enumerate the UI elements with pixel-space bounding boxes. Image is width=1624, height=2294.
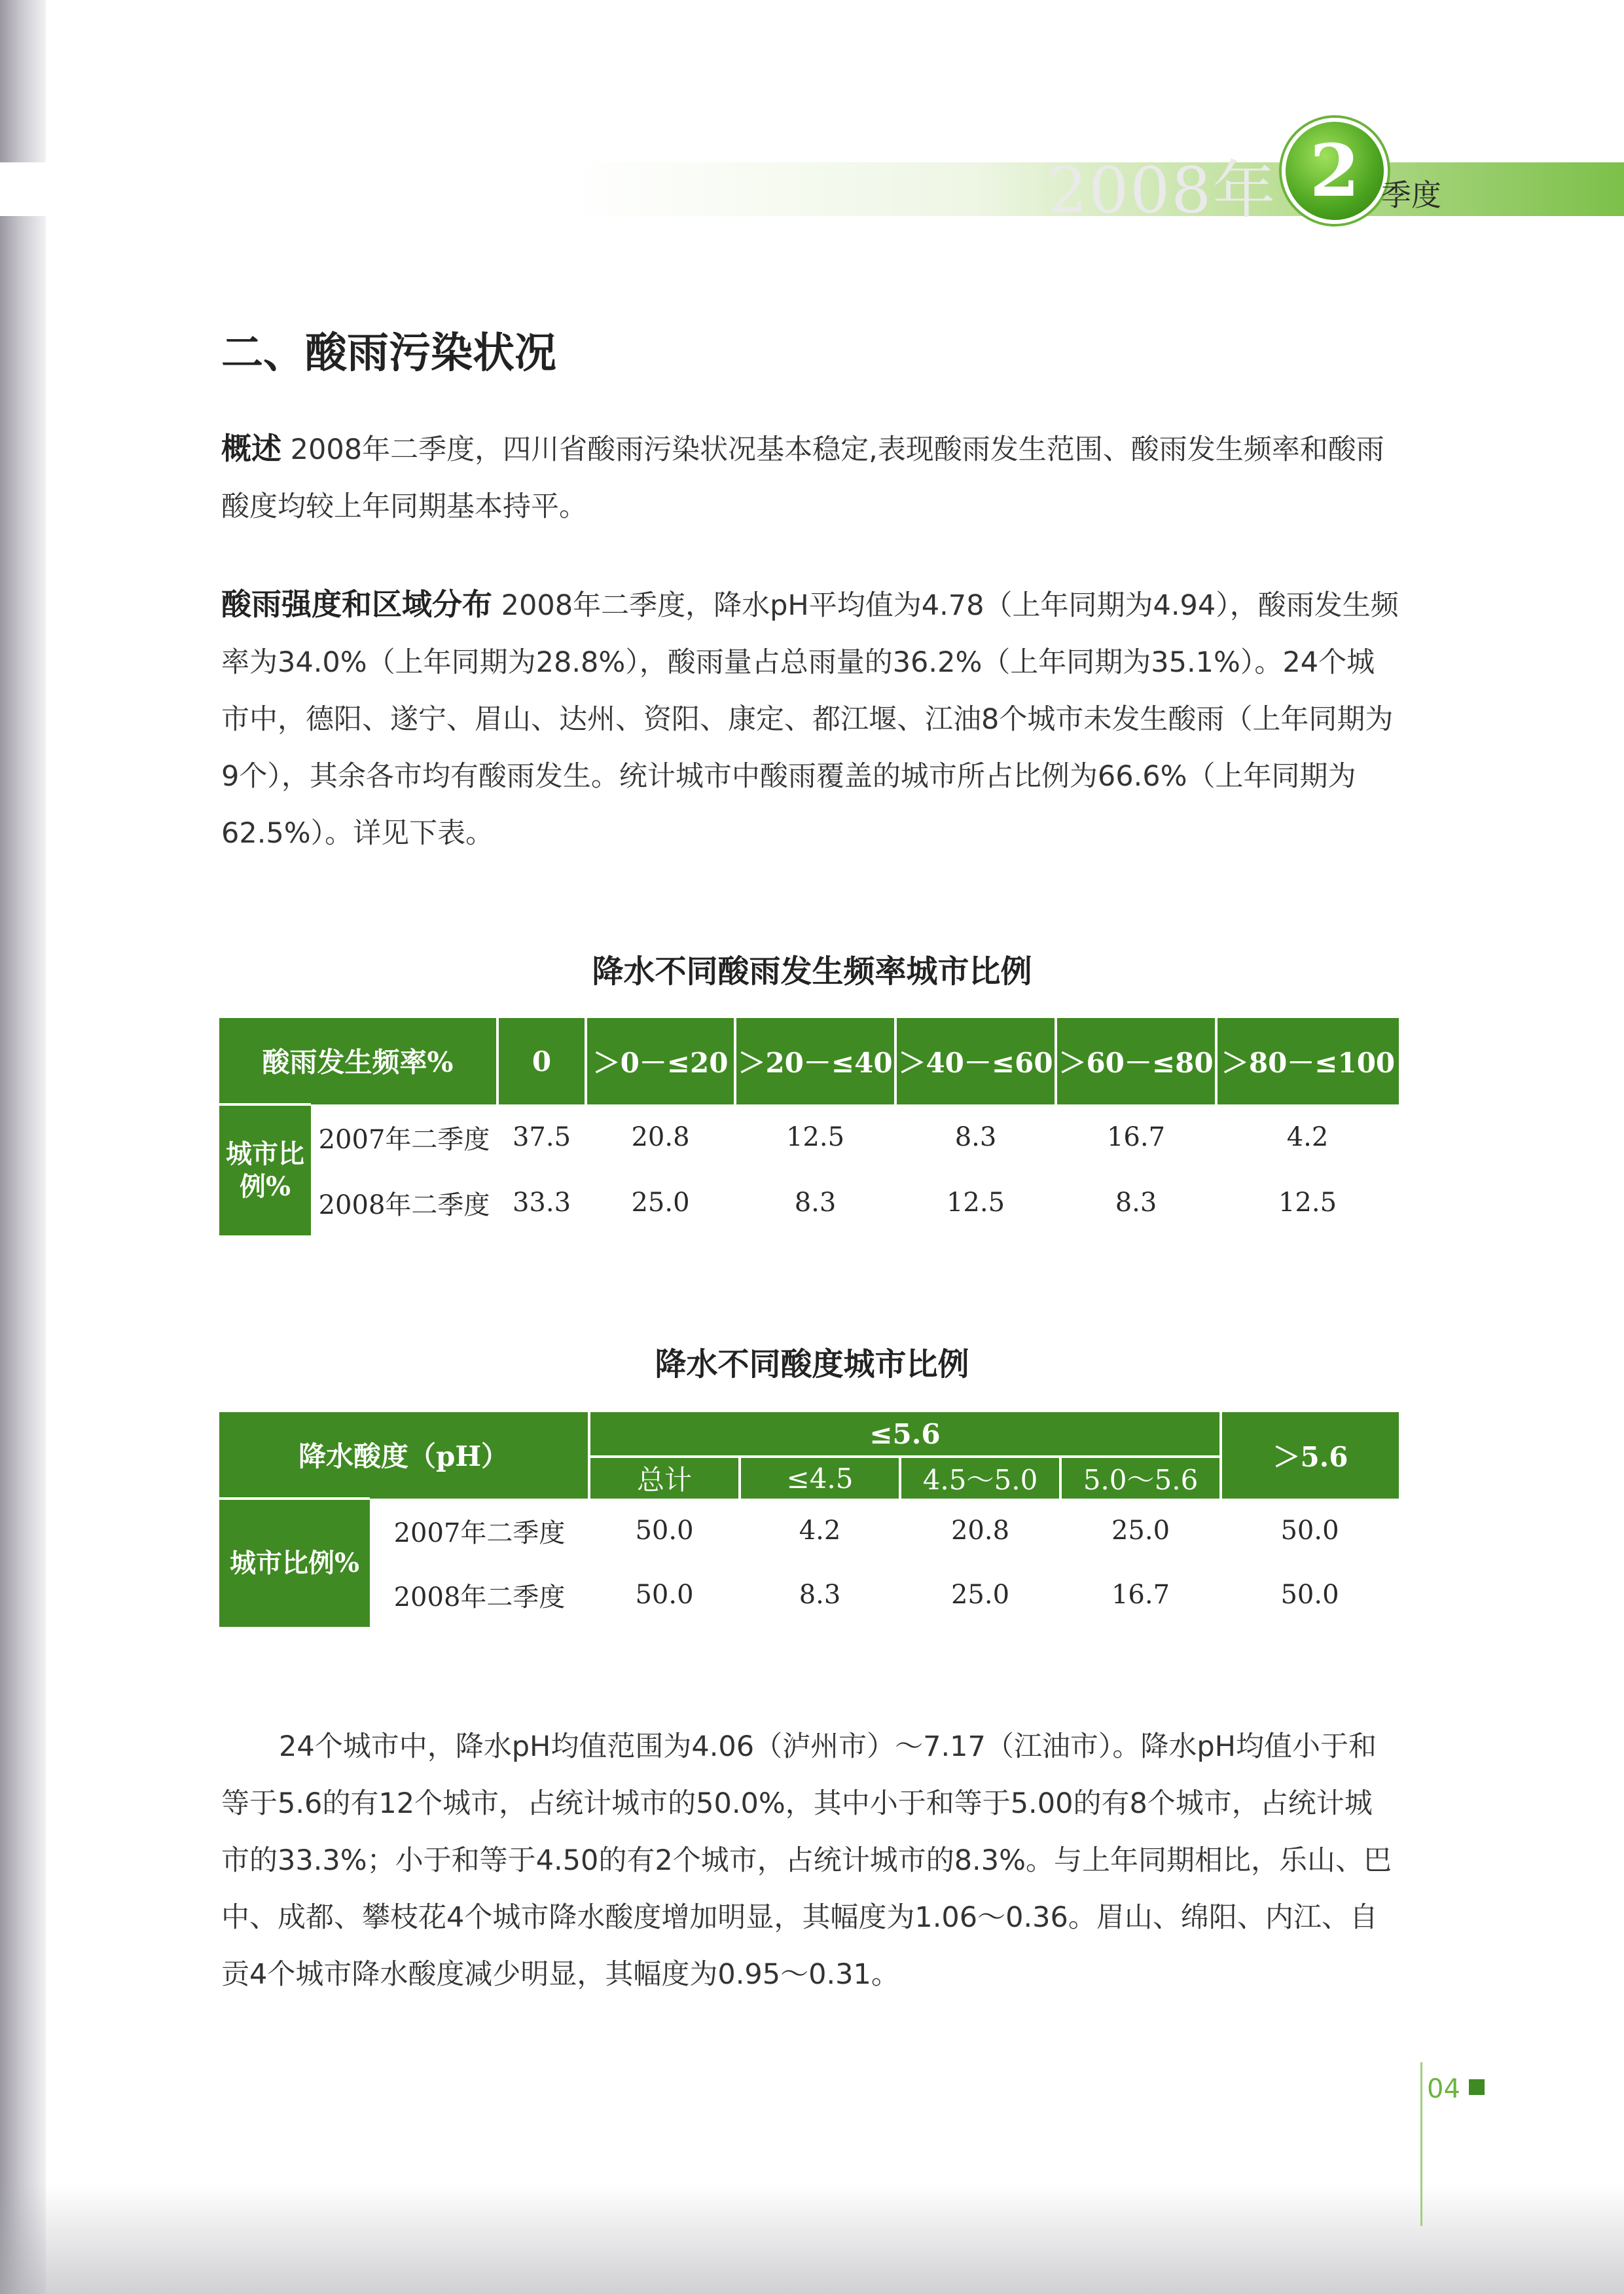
table-row bbox=[219, 1499, 1399, 1563]
table1-cell: 12.5 bbox=[785, 1122, 845, 1152]
frequency-table bbox=[219, 1018, 1399, 1235]
page-number: 04 bbox=[1427, 2074, 1460, 2104]
table1-cell: 8.3 bbox=[794, 1188, 837, 1218]
table1-col-4: ＞60－≤80 bbox=[1056, 1018, 1216, 1104]
table1-col-2: ＞20－≤40 bbox=[735, 1018, 895, 1104]
header-year: 2008年 bbox=[1047, 154, 1277, 227]
quarter-number: 2 bbox=[1309, 128, 1360, 213]
header-season: 季度 bbox=[1381, 177, 1441, 213]
table1-col-5: ＞80－≤100 bbox=[1216, 1018, 1399, 1104]
intensity-text: 2008年二季度，降水pH平均值为4.78（上年同期为4.94），酸雨发生频率为34.0%（上年同期为28.8%），酸雨量占总雨量的36.2%（上年同期为35.1%）。24个城市中，德阳、遂宁、眉山、达州、资阳、康定、都江堰、江油8个城市未发生酸雨（上年同期为9个），其余各市均有酸雨发生。统计城市中酸雨覆盖的城市所占比例为66.6%（上年同期为62.5%）。详见下表。 bbox=[221, 589, 1399, 850]
table2-row-group: 城市比例% bbox=[219, 1499, 370, 1627]
table1-cell: 8.3 bbox=[1115, 1188, 1157, 1218]
table2-cell: 50.0 bbox=[1280, 1516, 1339, 1546]
table1-cell: 12.5 bbox=[1278, 1188, 1337, 1218]
table2-row-label: 2007年二季度 bbox=[393, 1518, 566, 1548]
table2-sub-col-1: ≤4.5 bbox=[740, 1457, 900, 1499]
quarter-badge bbox=[1282, 118, 1388, 224]
table1-row-group: 城市比例% bbox=[219, 1104, 311, 1235]
intensity-paragraph bbox=[221, 576, 1399, 862]
page-number-rule bbox=[1420, 2062, 1422, 2226]
table2-row-label: 2008年二季度 bbox=[393, 1582, 566, 1612]
table1-cell: 25.0 bbox=[631, 1188, 690, 1218]
table2-title: 降水不同酸度城市比例 bbox=[655, 1346, 969, 1383]
table1-row-label: 2008年二季度 bbox=[318, 1190, 490, 1220]
table2-cell: 20.8 bbox=[950, 1516, 1010, 1546]
table2-last-column: ＞5.6 bbox=[1221, 1412, 1399, 1499]
table-row bbox=[219, 1563, 1399, 1627]
table-row bbox=[219, 1170, 1399, 1235]
table2-cell: 50.0 bbox=[1280, 1580, 1339, 1610]
table2-cell: 16.7 bbox=[1111, 1580, 1170, 1610]
table1-title: 降水不同酸雨发生频率城市比例 bbox=[592, 953, 1032, 990]
scan-bottom-shadow bbox=[0, 2183, 1624, 2294]
table2-cell: 50.0 bbox=[635, 1580, 694, 1610]
table2-sub-col-2: 4.5～5.0 bbox=[900, 1457, 1060, 1499]
table1-header-label: 酸雨发生频率% bbox=[219, 1018, 497, 1104]
table2-cell: 8.3 bbox=[799, 1580, 841, 1610]
acidity-table bbox=[219, 1412, 1399, 1627]
table1-cell: 16.7 bbox=[1106, 1122, 1166, 1152]
scan-spine-shadow bbox=[0, 0, 46, 2294]
table2-header-label: 降水酸度（pH） bbox=[219, 1412, 589, 1499]
table2-cell: 50.0 bbox=[635, 1516, 694, 1546]
table2-cell: 4.2 bbox=[799, 1516, 841, 1546]
overview-text: 2008年二季度，四川省酸雨污染状况基本稳定,表现酸雨发生范围、酸雨发生频率和酸雨酸度均较上年同期基本持平。 bbox=[221, 433, 1384, 523]
table1-col-0: 0 bbox=[497, 1018, 586, 1104]
table1-row-label: 2007年二季度 bbox=[318, 1124, 490, 1155]
table2-cell: 25.0 bbox=[1111, 1516, 1170, 1546]
table1-cell: 20.8 bbox=[631, 1122, 690, 1152]
table-row bbox=[219, 1104, 1399, 1170]
overview-lead: 概述 bbox=[221, 431, 281, 466]
page-square-icon bbox=[1469, 2079, 1485, 2095]
table1-cell: 37.5 bbox=[512, 1122, 571, 1152]
table1-col-3: ＞40－≤60 bbox=[895, 1018, 1056, 1104]
intensity-lead: 酸雨强度和区域分布 bbox=[221, 587, 492, 622]
section-title: 二、酸雨污染状况 bbox=[221, 329, 556, 378]
table2-sub-col-0: 总计 bbox=[589, 1457, 740, 1499]
overview-paragraph bbox=[221, 420, 1399, 536]
table2-sub-col-3: 5.0～5.6 bbox=[1060, 1457, 1221, 1499]
table1-cell: 4.2 bbox=[1286, 1122, 1329, 1152]
table1-cell: 33.3 bbox=[512, 1188, 571, 1218]
table1-cell: 12.5 bbox=[946, 1188, 1005, 1218]
summary-paragraph: 24个城市中，降水pH均值范围为4.06（泸州市）～7.17（江油市）。降水pH均值小于和等于5.6的有12个城市，占统计城市的50.0%，其中小于和等于5.00的有8个城市，占统计城市的33.3%；小于和等于4.50的有2个城市，占统计城市的8.3%。与上年同期相比，乐山、巴中、成都、攀枝花4个城市降水酸度增加明显，其幅度为1.06～0.36。眉山、绵阳、内江、自贡4个城市降水酸度减少明显，其幅度为0.95～0.31。 bbox=[221, 1730, 1392, 1991]
table1-col-1: ＞0－≤20 bbox=[586, 1018, 735, 1104]
table2-group-label: ≤5.6 bbox=[589, 1412, 1221, 1457]
table2-cell: 25.0 bbox=[950, 1580, 1010, 1610]
table1-cell: 8.3 bbox=[954, 1122, 997, 1152]
